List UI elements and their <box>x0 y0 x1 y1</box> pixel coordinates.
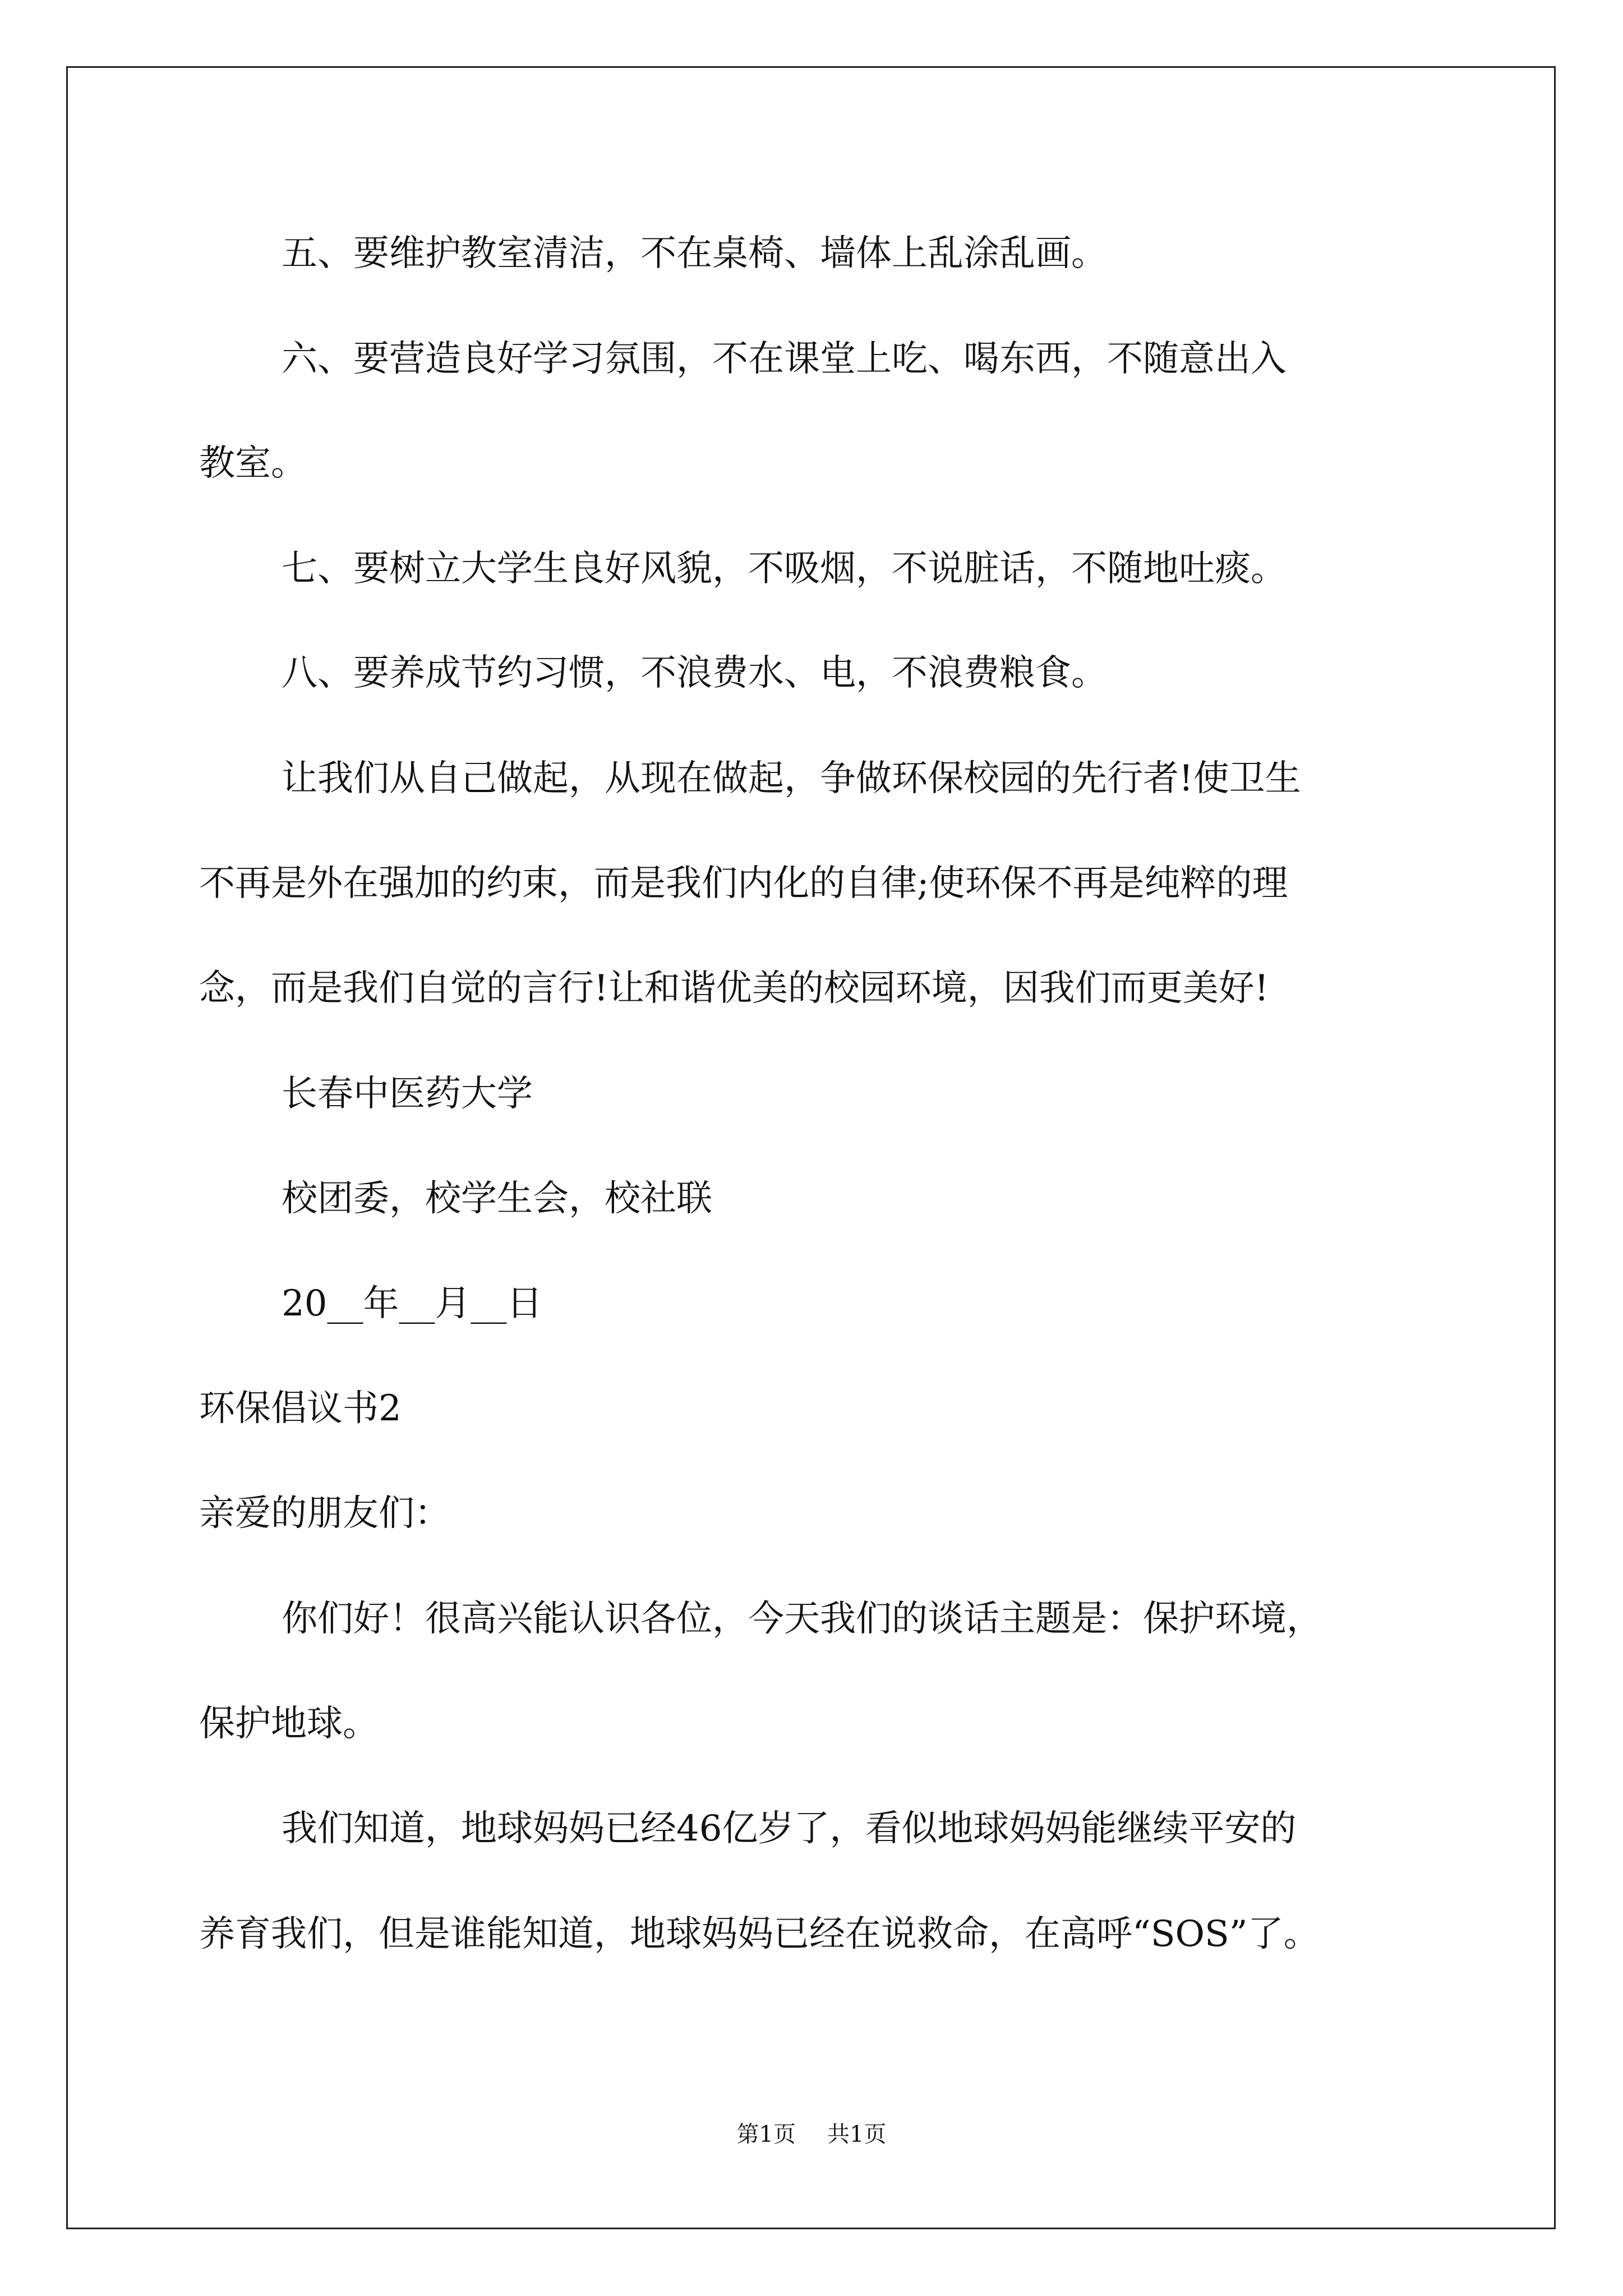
paragraph-line: 养育我们，但是谁能知道，地球妈妈已经在说救命，在高呼“SOS”了。 <box>199 1913 1320 1955</box>
paragraph-line: 念，而是我们自觉的言行!让和谐优美的校园环境，因我们而更美好! <box>199 968 1269 1009</box>
page-total: 共1页 <box>827 2122 887 2147</box>
paragraph-line: 五、要维护教室清洁，不在桌椅、墙体上乱涂乱画。 <box>282 233 1107 274</box>
salutation: 亲爱的朋友们： <box>199 1493 450 1534</box>
paragraph-line: 教室。 <box>199 443 307 484</box>
section-title: 环保倡议书2 <box>199 1388 402 1429</box>
paragraph-line: 八、要养成节约习惯，不浪费水、电，不浪费粮食。 <box>282 652 1107 694</box>
paragraph-line: 你们好！很高兴能认识各位，今天我们的谈话主题是：保护环境， <box>282 1598 1322 1640</box>
paragraph-line: 不再是外在强加的约束，而是我们内化的自律;使环保不再是纯粹的理 <box>199 863 1288 904</box>
page-border <box>66 66 1556 2229</box>
paragraph-line: 我们知道，地球妈妈已经46亿岁了，看似地球妈妈能继续平安的 <box>282 1808 1297 1849</box>
signature-organization: 长春中医药大学 <box>282 1073 533 1115</box>
signature-date: 20__年__月__日 <box>282 1283 543 1324</box>
paragraph-line: 让我们从自己做起，从现在做起，争做环保校园的先行者!使卫生 <box>282 758 1301 799</box>
signature-departments: 校团委，校学生会，校社联 <box>282 1178 712 1220</box>
page-number: 第1页 <box>736 2122 796 2147</box>
page-footer <box>0 2120 1623 2148</box>
paragraph-line: 保护地球。 <box>199 1703 379 1745</box>
paragraph-line: 七、要树立大学生良好风貌，不吸烟，不说脏话，不随地吐痰。 <box>282 548 1287 590</box>
paragraph-line: 六、要营造良好学习氛围，不在课堂上吃、喝东西，不随意出入 <box>282 338 1287 380</box>
